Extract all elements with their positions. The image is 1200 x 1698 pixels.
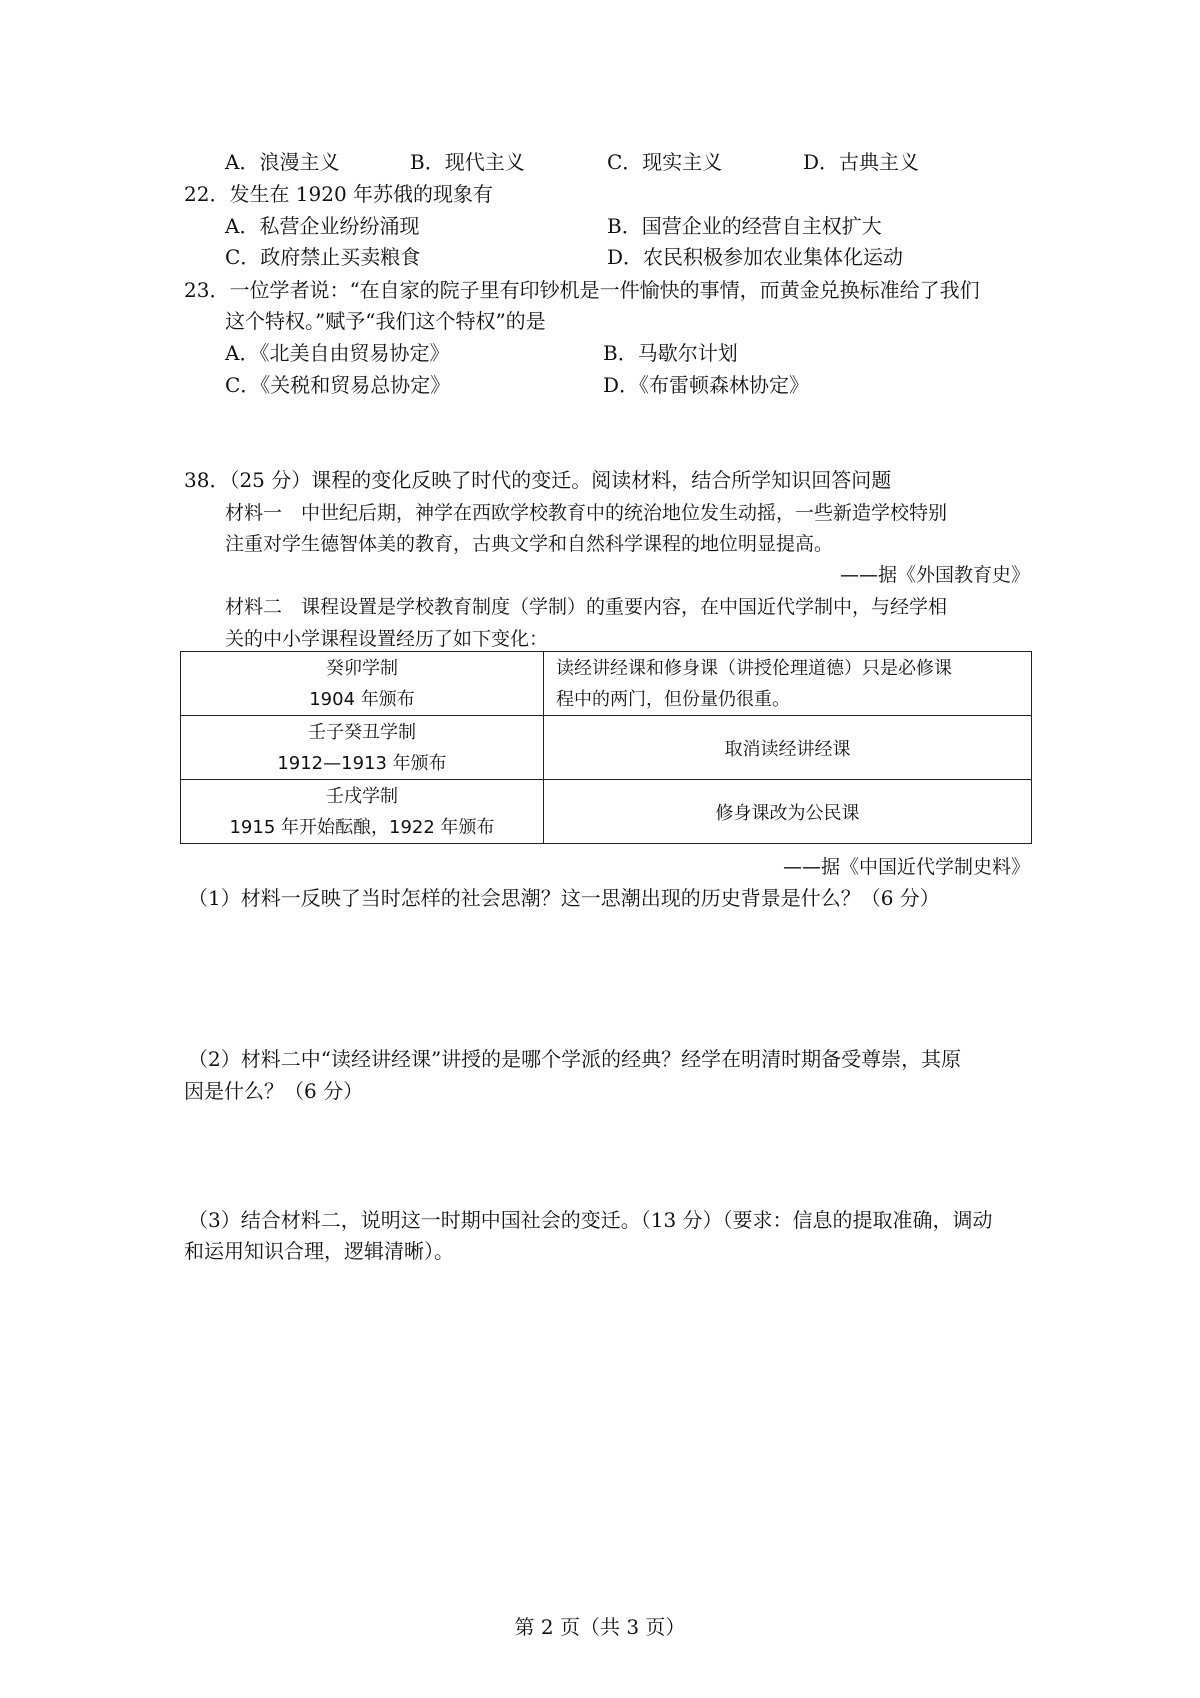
table-row	[181, 652, 1032, 716]
q22-stem: 22．发生在 1920 年苏俄的现象有	[184, 182, 494, 206]
table-cell-change: 修身课改为公民课	[544, 780, 1032, 844]
system-name: 癸卯学制	[326, 657, 398, 679]
q23-stem-line1: 23．一位学者说：“在自家的院子里有印钞机是一件愉快的事情，而黄金兑换标准给了我们	[184, 278, 980, 302]
school-system-table	[180, 651, 1032, 844]
change-line2: 程中的两门，但份量仍很重。	[556, 688, 790, 710]
material1-source: ——据《外国教育史》	[839, 564, 1030, 586]
sub-question-3-line1: （3）结合材料二，说明这一时期中国社会的变迁。（13 分）（要求：信息的提取准确，调动	[188, 1208, 993, 1232]
q22-option-c: C．政府禁止买卖粮食	[225, 245, 421, 269]
table-cell-system	[181, 780, 544, 844]
q21-option-c: C．现实主义	[607, 150, 723, 174]
material1-line1: 材料一 中世纪后期，神学在西欧学校教育中的统治地位发生动摇，一些新造学校特别	[225, 502, 948, 524]
table-cell-system	[181, 652, 544, 716]
table-cell-system	[181, 716, 544, 780]
material2-line1: 材料二 课程设置是学校教育制度（学制）的重要内容，在中国近代学制中，与经学相	[225, 596, 948, 618]
sub-question-2-line2: 因是什么？（6 分）	[184, 1079, 364, 1103]
table-row	[181, 780, 1032, 844]
sub-question-1: （1）材料一反映了当时怎样的社会思潮？这一思潮出现的历史背景是什么？（6 分）	[188, 886, 940, 910]
sub-question-2-line1: （2）材料二中“读经讲经课”讲授的是哪个学派的经典？经学在明清时期备受尊崇，其原	[188, 1047, 962, 1071]
q38-stem: 38．（25 分）课程的变化反映了时代的变迁。阅读材料，结合所学知识回答问题	[184, 468, 892, 492]
system-year: 1904 年颁布	[309, 688, 415, 710]
q21-option-d: D．古典主义	[803, 150, 920, 174]
q21-option-b: B．现代主义	[410, 150, 525, 174]
sub-question-3-line2: 和运用知识合理，逻辑清晰）。	[184, 1239, 454, 1263]
system-year: 1915 年开始酝酿，1922 年颁布	[229, 816, 495, 838]
system-name: 壬子癸丑学制	[308, 721, 416, 743]
material1-line2: 注重对学生德智体美的教育，古典文学和自然科学课程的地位明显提高。	[225, 533, 834, 555]
page-footer: 第 2 页（共 3 页）	[514, 1615, 686, 1639]
table-cell-change	[544, 652, 1032, 716]
material2-source: ——据《中国近代学制史料》	[782, 856, 1030, 878]
q23-option-d: D．《布雷顿森林协定》	[603, 373, 810, 397]
q23-option-a: A．《北美自由贸易协定》	[225, 341, 450, 365]
q22-option-d: D．农民积极参加农业集体化运动	[607, 245, 904, 269]
material2-line2: 关的中小学课程设置经历了如下变化：	[225, 628, 549, 650]
q23-option-c: C．《关税和贸易总协定》	[225, 373, 451, 397]
q23-option-b: B．马歇尔计划	[603, 341, 738, 365]
q23-stem-line2: 这个特权。”赋予“我们这个特权”的是	[225, 309, 546, 333]
change-line1: 读经讲经课和修身课（讲授伦理道德）只是必修课	[556, 657, 952, 679]
table-cell-change: 取消读经讲经课	[544, 716, 1032, 780]
table-row	[181, 716, 1032, 780]
system-name: 壬戌学制	[326, 785, 398, 807]
q22-option-a: A．私营企业纷纷涌现	[225, 214, 420, 238]
q22-option-b: B．国营企业的经营自主权扩大	[607, 214, 882, 238]
q21-option-a: A．浪漫主义	[225, 150, 340, 174]
system-year: 1912—1913 年颁布	[277, 752, 447, 774]
